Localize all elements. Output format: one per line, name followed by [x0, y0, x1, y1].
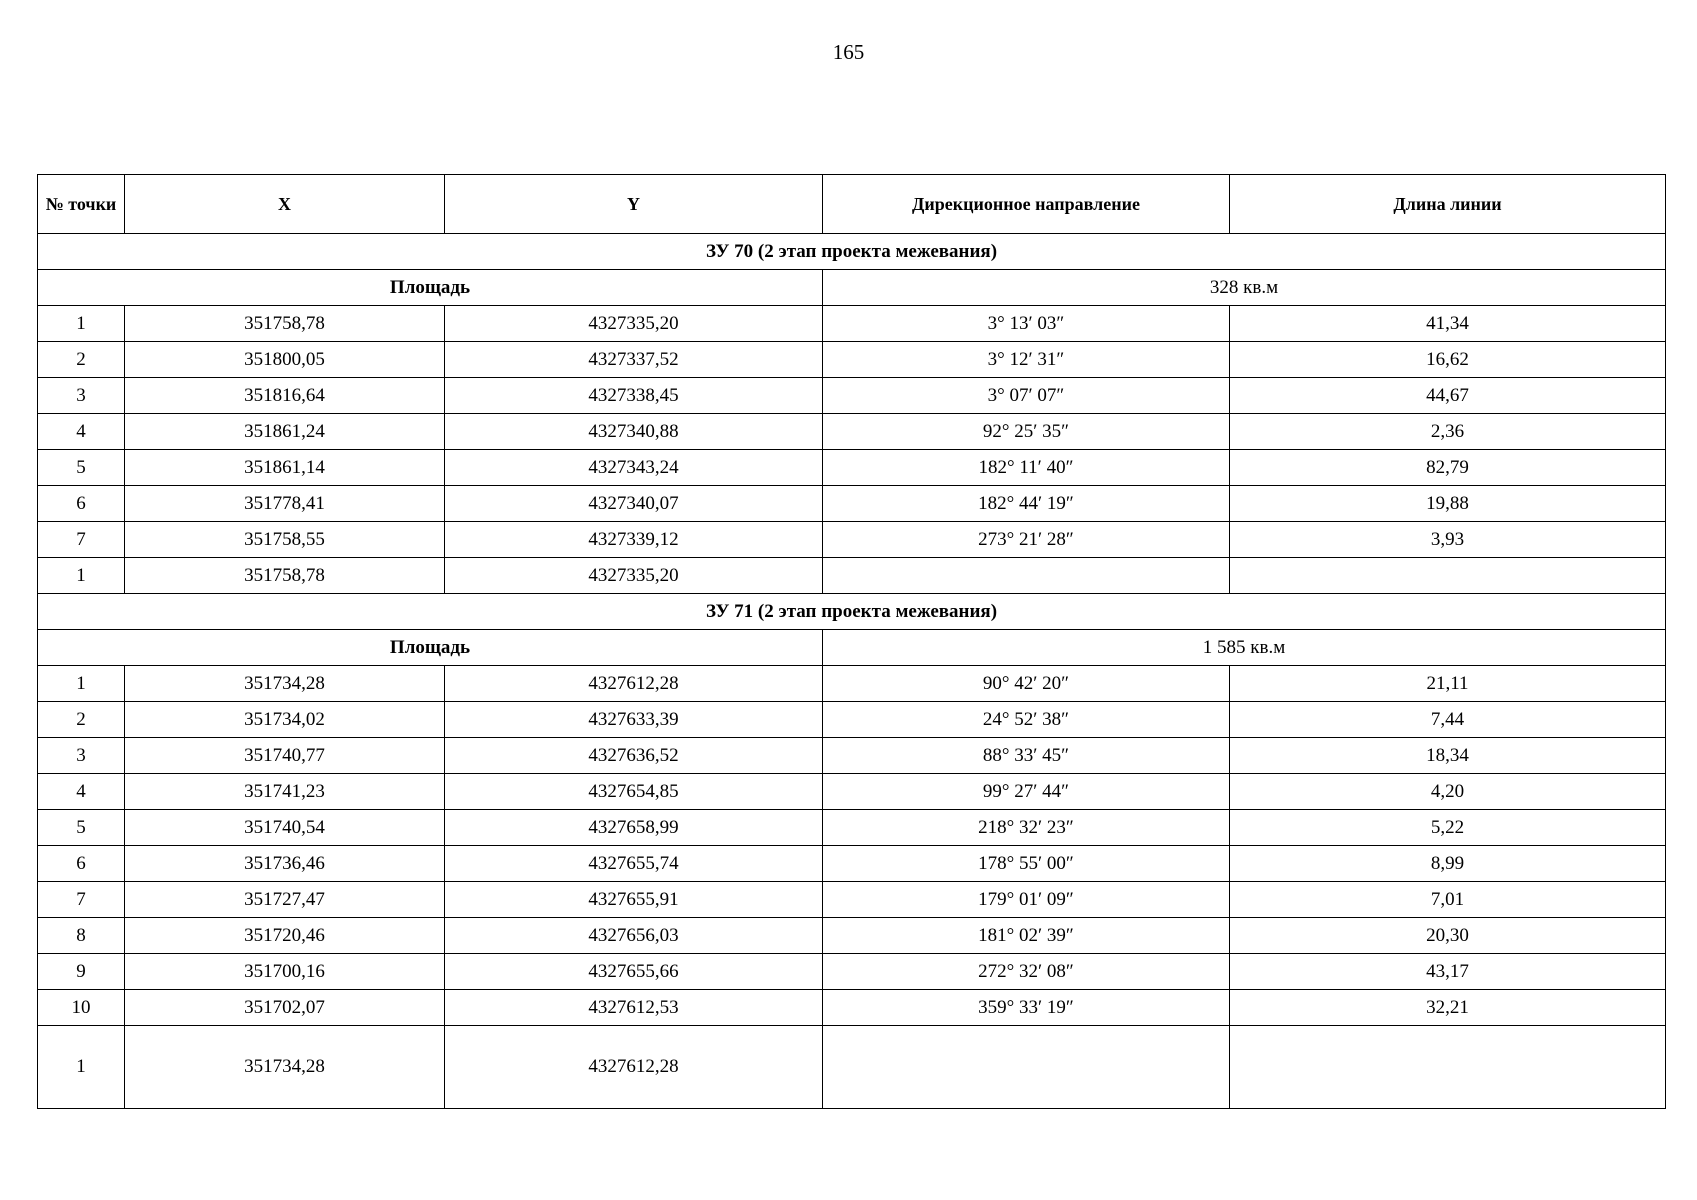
section-title: ЗУ 70 (2 этап проекта межевания) — [38, 234, 1666, 270]
cell-line-length: 4,20 — [1230, 774, 1666, 810]
cell-line-length: 32,21 — [1230, 990, 1666, 1026]
table-row — [38, 1026, 1666, 1109]
cell-x: 351758,55 — [125, 522, 445, 558]
cell-direction: 90° 42′ 20″ — [823, 666, 1230, 702]
section-title: ЗУ 71 (2 этап проекта межевания) — [38, 594, 1666, 630]
cell-line-length: 3,93 — [1230, 522, 1666, 558]
cell-direction: 3° 13′ 03″ — [823, 306, 1230, 342]
cell-y: 4327337,52 — [445, 342, 823, 378]
cell-y: 4327612,28 — [445, 1026, 823, 1109]
cell-x: 351734,02 — [125, 702, 445, 738]
cell-point-number: 3 — [38, 378, 125, 414]
cell-x: 351734,28 — [125, 1026, 445, 1109]
cell-point-number: 4 — [38, 774, 125, 810]
cell-y: 4327658,99 — [445, 810, 823, 846]
cell-y: 4327636,52 — [445, 738, 823, 774]
cell-line-length: 8,99 — [1230, 846, 1666, 882]
cell-x: 351700,16 — [125, 954, 445, 990]
cell-direction: 3° 12′ 31″ — [823, 342, 1230, 378]
cell-line-length: 41,34 — [1230, 306, 1666, 342]
cell-point-number: 4 — [38, 414, 125, 450]
cell-line-length: 7,01 — [1230, 882, 1666, 918]
area-label: Площадь — [38, 270, 823, 306]
cell-point-number: 6 — [38, 846, 125, 882]
cell-point-number: 2 — [38, 702, 125, 738]
area-value: 1 585 кв.м — [823, 630, 1666, 666]
cell-y: 4327335,20 — [445, 558, 823, 594]
table-row — [38, 666, 1666, 702]
cell-y: 4327338,45 — [445, 378, 823, 414]
cell-y: 4327612,28 — [445, 666, 823, 702]
cell-direction: 24° 52′ 38″ — [823, 702, 1230, 738]
cell-line-length: 7,44 — [1230, 702, 1666, 738]
cell-line-length: 2,36 — [1230, 414, 1666, 450]
cell-line-length: 19,88 — [1230, 486, 1666, 522]
header-x: X — [125, 175, 445, 234]
cell-point-number: 6 — [38, 486, 125, 522]
cell-line-length: 44,67 — [1230, 378, 1666, 414]
table-row — [38, 918, 1666, 954]
cell-point-number: 1 — [38, 1026, 125, 1109]
cell-point-number: 8 — [38, 918, 125, 954]
cell-point-number: 2 — [38, 342, 125, 378]
cell-x: 351861,24 — [125, 414, 445, 450]
cell-direction — [823, 1026, 1230, 1109]
header-direction: Дирекционное направление — [823, 175, 1230, 234]
cell-point-number: 1 — [38, 558, 125, 594]
cell-direction: 272° 32′ 08″ — [823, 954, 1230, 990]
cell-direction: 178° 55′ 00″ — [823, 846, 1230, 882]
cell-x: 351740,77 — [125, 738, 445, 774]
cell-y: 4327655,91 — [445, 882, 823, 918]
cell-point-number: 10 — [38, 990, 125, 1026]
table-header — [38, 175, 1666, 234]
table-row — [38, 306, 1666, 342]
table-row — [38, 954, 1666, 990]
table-row — [38, 342, 1666, 378]
cell-y: 4327656,03 — [445, 918, 823, 954]
header-line-length: Длина линии — [1230, 175, 1666, 234]
coordinates-table — [37, 174, 1666, 1109]
cell-x: 351720,46 — [125, 918, 445, 954]
cell-direction: 218° 32′ 23″ — [823, 810, 1230, 846]
cell-y: 4327339,12 — [445, 522, 823, 558]
cell-x: 351816,64 — [125, 378, 445, 414]
header-point-number: № точки — [38, 175, 125, 234]
cell-point-number: 5 — [38, 450, 125, 486]
table-row — [38, 810, 1666, 846]
cell-line-length: 18,34 — [1230, 738, 1666, 774]
cell-line-length: 21,11 — [1230, 666, 1666, 702]
cell-y: 4327655,66 — [445, 954, 823, 990]
cell-point-number: 1 — [38, 666, 125, 702]
cell-point-number: 1 — [38, 306, 125, 342]
table-row — [38, 522, 1666, 558]
area-row — [38, 630, 1666, 666]
section-title-row — [38, 234, 1666, 270]
cell-point-number: 9 — [38, 954, 125, 990]
cell-y: 4327340,07 — [445, 486, 823, 522]
cell-x: 351736,46 — [125, 846, 445, 882]
table-row — [38, 558, 1666, 594]
cell-line-length: 5,22 — [1230, 810, 1666, 846]
cell-x: 351758,78 — [125, 306, 445, 342]
cell-direction: 179° 01′ 09″ — [823, 882, 1230, 918]
cell-direction: 88° 33′ 45″ — [823, 738, 1230, 774]
table-row — [38, 414, 1666, 450]
cell-x: 351734,28 — [125, 666, 445, 702]
cell-x: 351800,05 — [125, 342, 445, 378]
header-y: Y — [445, 175, 823, 234]
cell-x: 351741,23 — [125, 774, 445, 810]
page-number: 165 — [832, 40, 865, 64]
area-label: Площадь — [38, 630, 823, 666]
cell-point-number: 7 — [38, 882, 125, 918]
cell-line-length — [1230, 558, 1666, 594]
header-row — [38, 175, 1666, 234]
cell-y: 4327655,74 — [445, 846, 823, 882]
cell-x: 351861,14 — [125, 450, 445, 486]
table-row — [38, 738, 1666, 774]
cell-x: 351740,54 — [125, 810, 445, 846]
area-row — [38, 270, 1666, 306]
cell-direction: 182° 44′ 19″ — [823, 486, 1230, 522]
table-row — [38, 450, 1666, 486]
cell-direction: 273° 21′ 28″ — [823, 522, 1230, 558]
cell-direction: 92° 25′ 35″ — [823, 414, 1230, 450]
table-row — [38, 702, 1666, 738]
table-row — [38, 846, 1666, 882]
cell-x: 351727,47 — [125, 882, 445, 918]
table-row — [38, 990, 1666, 1026]
cell-direction: 182° 11′ 40″ — [823, 450, 1230, 486]
cell-point-number: 5 — [38, 810, 125, 846]
cell-point-number: 7 — [38, 522, 125, 558]
cell-direction — [823, 558, 1230, 594]
cell-x: 351758,78 — [125, 558, 445, 594]
cell-y: 4327654,85 — [445, 774, 823, 810]
table-row — [38, 774, 1666, 810]
cell-line-length: 43,17 — [1230, 954, 1666, 990]
cell-y: 4327633,39 — [445, 702, 823, 738]
cell-point-number: 3 — [38, 738, 125, 774]
cell-direction: 359° 33′ 19″ — [823, 990, 1230, 1026]
cell-x: 351702,07 — [125, 990, 445, 1026]
table-row — [38, 486, 1666, 522]
cell-direction: 99° 27′ 44″ — [823, 774, 1230, 810]
cell-direction: 3° 07′ 07″ — [823, 378, 1230, 414]
cell-line-length — [1230, 1026, 1666, 1109]
cell-x: 351778,41 — [125, 486, 445, 522]
cell-line-length: 20,30 — [1230, 918, 1666, 954]
table-body — [38, 234, 1666, 1109]
section-title-row — [38, 594, 1666, 630]
area-value: 328 кв.м — [823, 270, 1666, 306]
table-row — [38, 378, 1666, 414]
cell-y: 4327335,20 — [445, 306, 823, 342]
cell-line-length: 82,79 — [1230, 450, 1666, 486]
cell-y: 4327343,24 — [445, 450, 823, 486]
table-row — [38, 882, 1666, 918]
cell-line-length: 16,62 — [1230, 342, 1666, 378]
cell-direction: 181° 02′ 39″ — [823, 918, 1230, 954]
cell-y: 4327612,53 — [445, 990, 823, 1026]
cell-y: 4327340,88 — [445, 414, 823, 450]
